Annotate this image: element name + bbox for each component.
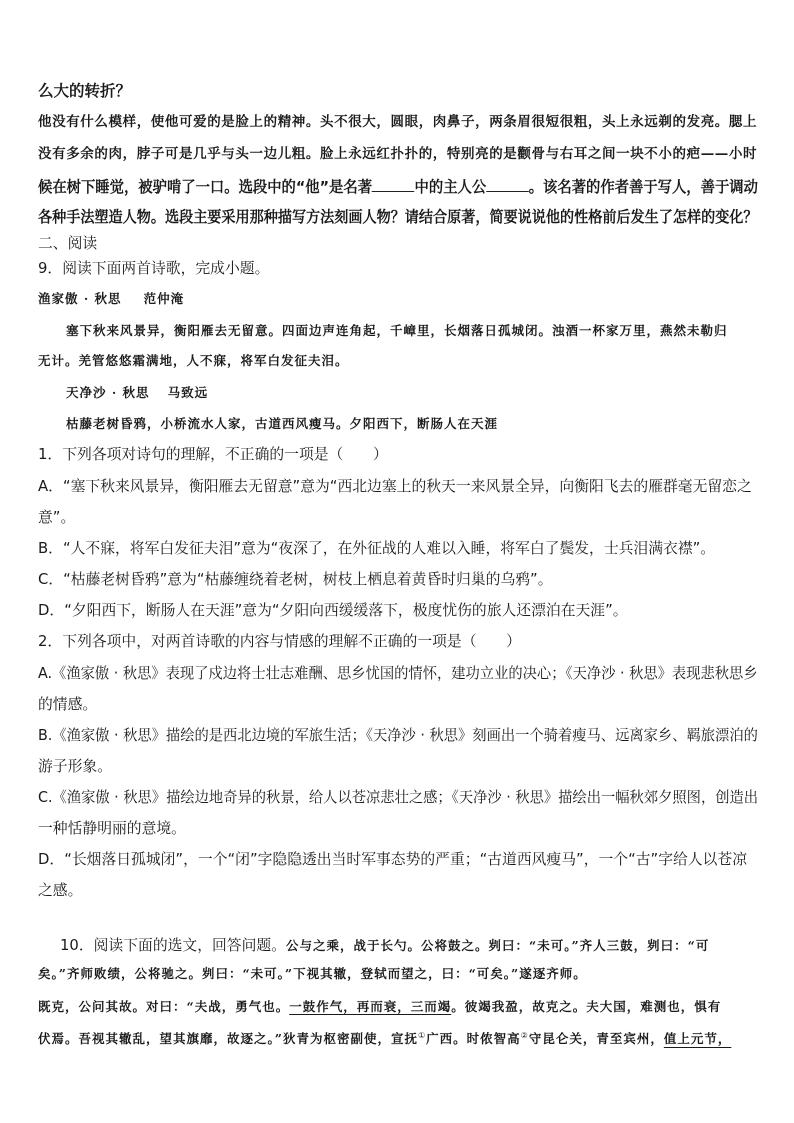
option-c-cont: 一种恬静明丽的意境。 [38, 820, 186, 837]
underlined-sentence: 一鼓作气，再而衰，三而竭 [289, 999, 452, 1014]
option-d[interactable]: D．“长烟落日孤城闭”，一个“闭”字隐隐透出当时军事态势的严重；“古道西风瘦马”，一个“古”字给人以苍凉 [38, 851, 747, 868]
option-c[interactable]: C.《渔家傲 · 秋思》描绘边地奇异的秋景，给人以苍凉悲壮之感；《天净沙 · 秋思》描绘出一幅秋郊夕照图，创造出 [38, 789, 759, 806]
poem-2-author: 马致远 [167, 385, 209, 400]
poem-2-line: 枯藤老树昏鸦，小桥流水人家，古道西风瘦马。夕阳西下，断肠人在天涯 [66, 416, 499, 431]
passage-text: 守昆仑关，青至宾州， [528, 1031, 664, 1047]
option-b-cont: 游子形象。 [38, 758, 112, 775]
poem-1-heading [38, 293, 184, 306]
passage-line [38, 1001, 721, 1014]
passage-line: 没有多余的肉，脖子可是几乎与头一边儿粗。脸上永远红扑扑的，特别亮的是颧骨与右耳之间一块不小的疤——小时 [38, 146, 758, 162]
passage-line: 公与之乘，战于长勺。公将鼓之。刿曰：“未可。”齐人三鼓，刿曰：“可 [286, 938, 710, 953]
question-8-continuation: 么大的转折？ [38, 82, 132, 100]
question-text: 候在树下睡觉，被驴啃了一口。选段中的“他”是名著 [38, 178, 373, 196]
passage-text: 广西。时侬智高 [426, 1031, 521, 1047]
option-b[interactable]: B.《渔家傲 · 秋思》描绘的是西北边境的军旅生活；《天净沙 · 秋思》刻画出一个骑着瘦马、远离家乡、羁旅漂泊的 [38, 727, 758, 744]
question-1-stem: 1．下列各项对诗句的理解，不正确的一项是（ ） [38, 446, 388, 463]
passage-text: 伏焉。吾视其辙乱，望其旗靡，故逐之。”狄青为枢密副使，宣抚 [38, 1031, 418, 1047]
option-b[interactable]: B．“人不寐，将军白发征夫泪”意为“夜深了，在外征战的人难以入睡，将军白了鬓发，士兵泪满衣襟”。 [38, 540, 716, 557]
option-a-cont: 的情感。 [38, 696, 98, 713]
option-c[interactable]: C．“枯藤老树昏鸦”意为“枯藤缠绕着老树，树枝上栖息着黄昏时归巢的乌鸦”。 [38, 571, 553, 588]
passage-text: 。彼竭我盈，故克之。夫大国，难测也，惧有 [451, 999, 722, 1014]
poem-2-heading [66, 387, 208, 400]
poem-1-line: 塞下秋来风景异，衡阳雁去无留意。四面边声连角起，千嶂里，长烟落日孤城闭。浊酒一杯家万里，燕然未勒归 [66, 323, 728, 338]
section-heading: 二、阅读 [38, 235, 98, 252]
question-2-stem: 2．下列各项中，对两首诗歌的内容与情感的理解不正确的一项是（ ） [38, 633, 521, 650]
footnote-marker: ① [417, 1031, 427, 1040]
footnote-marker: ② [520, 1031, 529, 1040]
option-a-cont: 意”。 [38, 509, 76, 526]
question-text: 中的主人公 [414, 178, 487, 196]
option-a[interactable]: A．“塞下秋来风景异，衡阳雁去无留意”意为“西北边塞上的秋天一来风景全异，向衡阳飞去的雁群毫无留恋之 [38, 478, 752, 495]
option-a[interactable]: A.《渔家傲 · 秋思》表现了戍边将士壮志难酬、思乡忧国的情怀，建功立业的决心；《天净沙 · 秋思》表现悲秋思乡 [38, 665, 758, 682]
passage-line: 他没有什么模样，使他可爱的是脸上的精神。头不很大，圆眼，肉鼻子，两条眉很短很粗，头上永远剃的发亮。腮上 [38, 114, 758, 130]
passage-line: 矣。”齐师败绩，公将驰之。刿曰：“未可。”下视其辙，登轼而望之，曰：“可矣。”遂逐齐师。 [38, 966, 587, 981]
passage-line [38, 1032, 731, 1046]
option-d-cont: 之感。 [38, 882, 83, 899]
question-8-text: 各种手法塑造人物。选段主要采用那种描写方法刻画人物？请结合原著，简要说说他的性格前后发生了怎样的变化？ [38, 208, 758, 226]
answer-blank-book[interactable] [372, 179, 415, 192]
answer-blank-protagonist[interactable] [486, 179, 529, 192]
poem-2-title: 天净沙 · 秋思 [66, 385, 150, 400]
question-10-stem [60, 937, 709, 954]
passage-text: 既克，公问其故。对曰：“夫战，勇气也。 [38, 999, 290, 1014]
question-8-text [38, 179, 758, 196]
poem-1-line: 无计。羌管悠悠霜满地，人不寐，将军白发征夫泪。 [38, 353, 349, 368]
question-10-instruction: 10．阅读下面的选文，回答问题。 [60, 937, 286, 954]
poem-1-title: 渔家傲 · 秋思 [38, 291, 122, 306]
question-text: 。该名著的作者善于写人，善于调动 [528, 178, 758, 196]
poem-1-author: 范仲淹 [143, 291, 185, 306]
question-9-stem: 9．阅读下面两首诗歌，完成小题。 [38, 260, 270, 277]
option-d[interactable]: D．“夕阳西下，断肠人在天涯”意为“夕阳向西缓缓落下，极度忧伤的旅人还漂泊在天涯”。 [38, 602, 628, 619]
underlined-sentence: 值上元节， [663, 1031, 732, 1047]
